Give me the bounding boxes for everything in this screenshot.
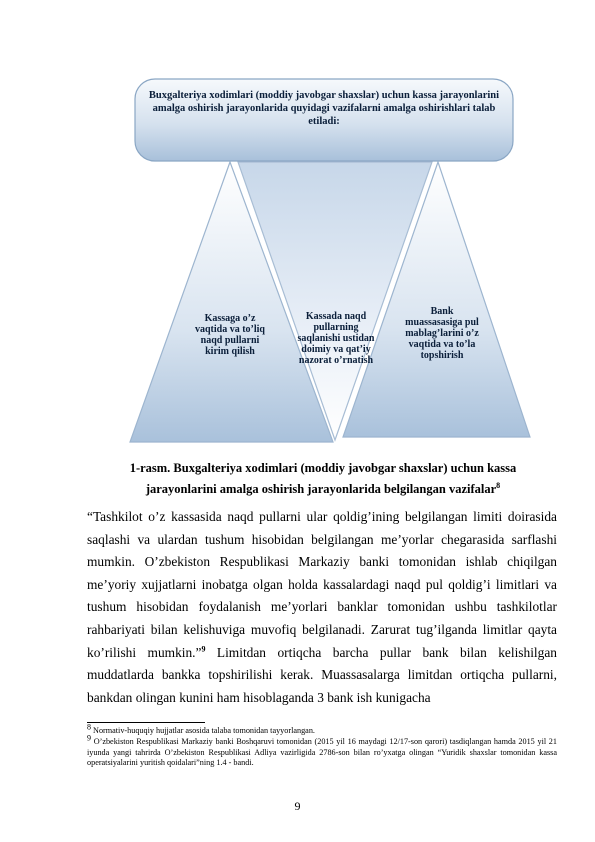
footnotes bbox=[87, 722, 557, 769]
page-number: 9 bbox=[294, 799, 301, 813]
body-text-part-2: Limitdan ortiqcha barcha pullar bank bilan kelishilgan muddatlarda bankka topshirilishi kerak. Muassasalarga limitdan ortiqcha pullarni, bankdan olingan kunini ham hisoblaganda 3 bank ish kunigacha bbox=[87, 644, 557, 705]
footnote-9-number: 9 bbox=[87, 733, 91, 743]
caption-line-1: 1-rasm. Buxgalteriya xodimlari (moddiy javobgar shaxslar) uchun kassa bbox=[129, 461, 517, 475]
body-text-part-1: “Tashkilot o’z kassasida naqd pullarni ular qoldig’ining belgilangan limiti doirasida saqlashi va ulardan tushum hisobidan belgilangan me’yorlar chegarasida sarflashi mumkin. O’zbekiston Respublikasi Markaziy banki tomonidan ishlab chiqilgan me’yoriy xujjatlarni inobatga olgan holda kassalardagi naqd pul qoldig’i limitlari va tushum hisobidan foydalanish me’yorlari banklar tomonidan ushbu tashkilotlar rahbariyati bilan kelishuviga muvofiq belgilanadi. Zarurat tug’ilganda limitlar qayta ko’rilishi mumkin.” bbox=[87, 509, 557, 660]
footnote-separator bbox=[87, 722, 205, 723]
caption-line-2-text: jarayonlarini amalga oshirish jarayonlarida belgilangan vazifalar bbox=[145, 482, 497, 496]
figure-caption bbox=[86, 458, 560, 500]
caption-line-2 bbox=[86, 479, 560, 500]
footnote-9 bbox=[87, 733, 557, 769]
footnote-8-text: Normativ-huquqiy hujjatlar asosida talaba tomonidan tayyorlangan. bbox=[91, 726, 315, 735]
body-footnote-ref: 9 bbox=[201, 644, 206, 654]
footnote-9-text: O’zbekiston Respublikasi Markaziy banki Boshqaruvi tomonidan (2015 yil 16 maydagi 12/17-son qarori) tasdiqlangan hamda 2015 yil 21 iyunda yangi tahrirda O’zbekiston Respublikasi Adliya vazirligida 2786-son bilan ro’yxatga olingan “Yuridik shaxslar tomonidan kassa operatsiyalarini yuritish qoidalari”ning 1.4 - bandi. bbox=[87, 736, 557, 768]
footnote-8 bbox=[87, 722, 557, 737]
body-paragraph bbox=[87, 506, 557, 709]
footnote-8-number: 8 bbox=[87, 722, 91, 732]
top-box-text: Buxgalteriya xodimlari (moddiy javobgar shaxslar) uchun kassa jarayonlarini amalga oshirish jarayonlarida quyidagi vazifalarni amalga oshirishlari talab etiladi: bbox=[148, 90, 500, 127]
triangle-right-text: Bank muassasasiga pul mablag’larini o’z vaqtida va to’la topshirish bbox=[405, 306, 479, 361]
caption-footnote-ref: 8 bbox=[496, 480, 501, 490]
triangle-left-text: Kassaga o’z vaqtida va to’liq naqd pullarni kirim qilish bbox=[194, 313, 265, 357]
triangle-middle-text: Kassada naqd pullarning saqlanishi ustidan doimiy va qat’iy nazorat o’rnatish bbox=[297, 311, 375, 366]
